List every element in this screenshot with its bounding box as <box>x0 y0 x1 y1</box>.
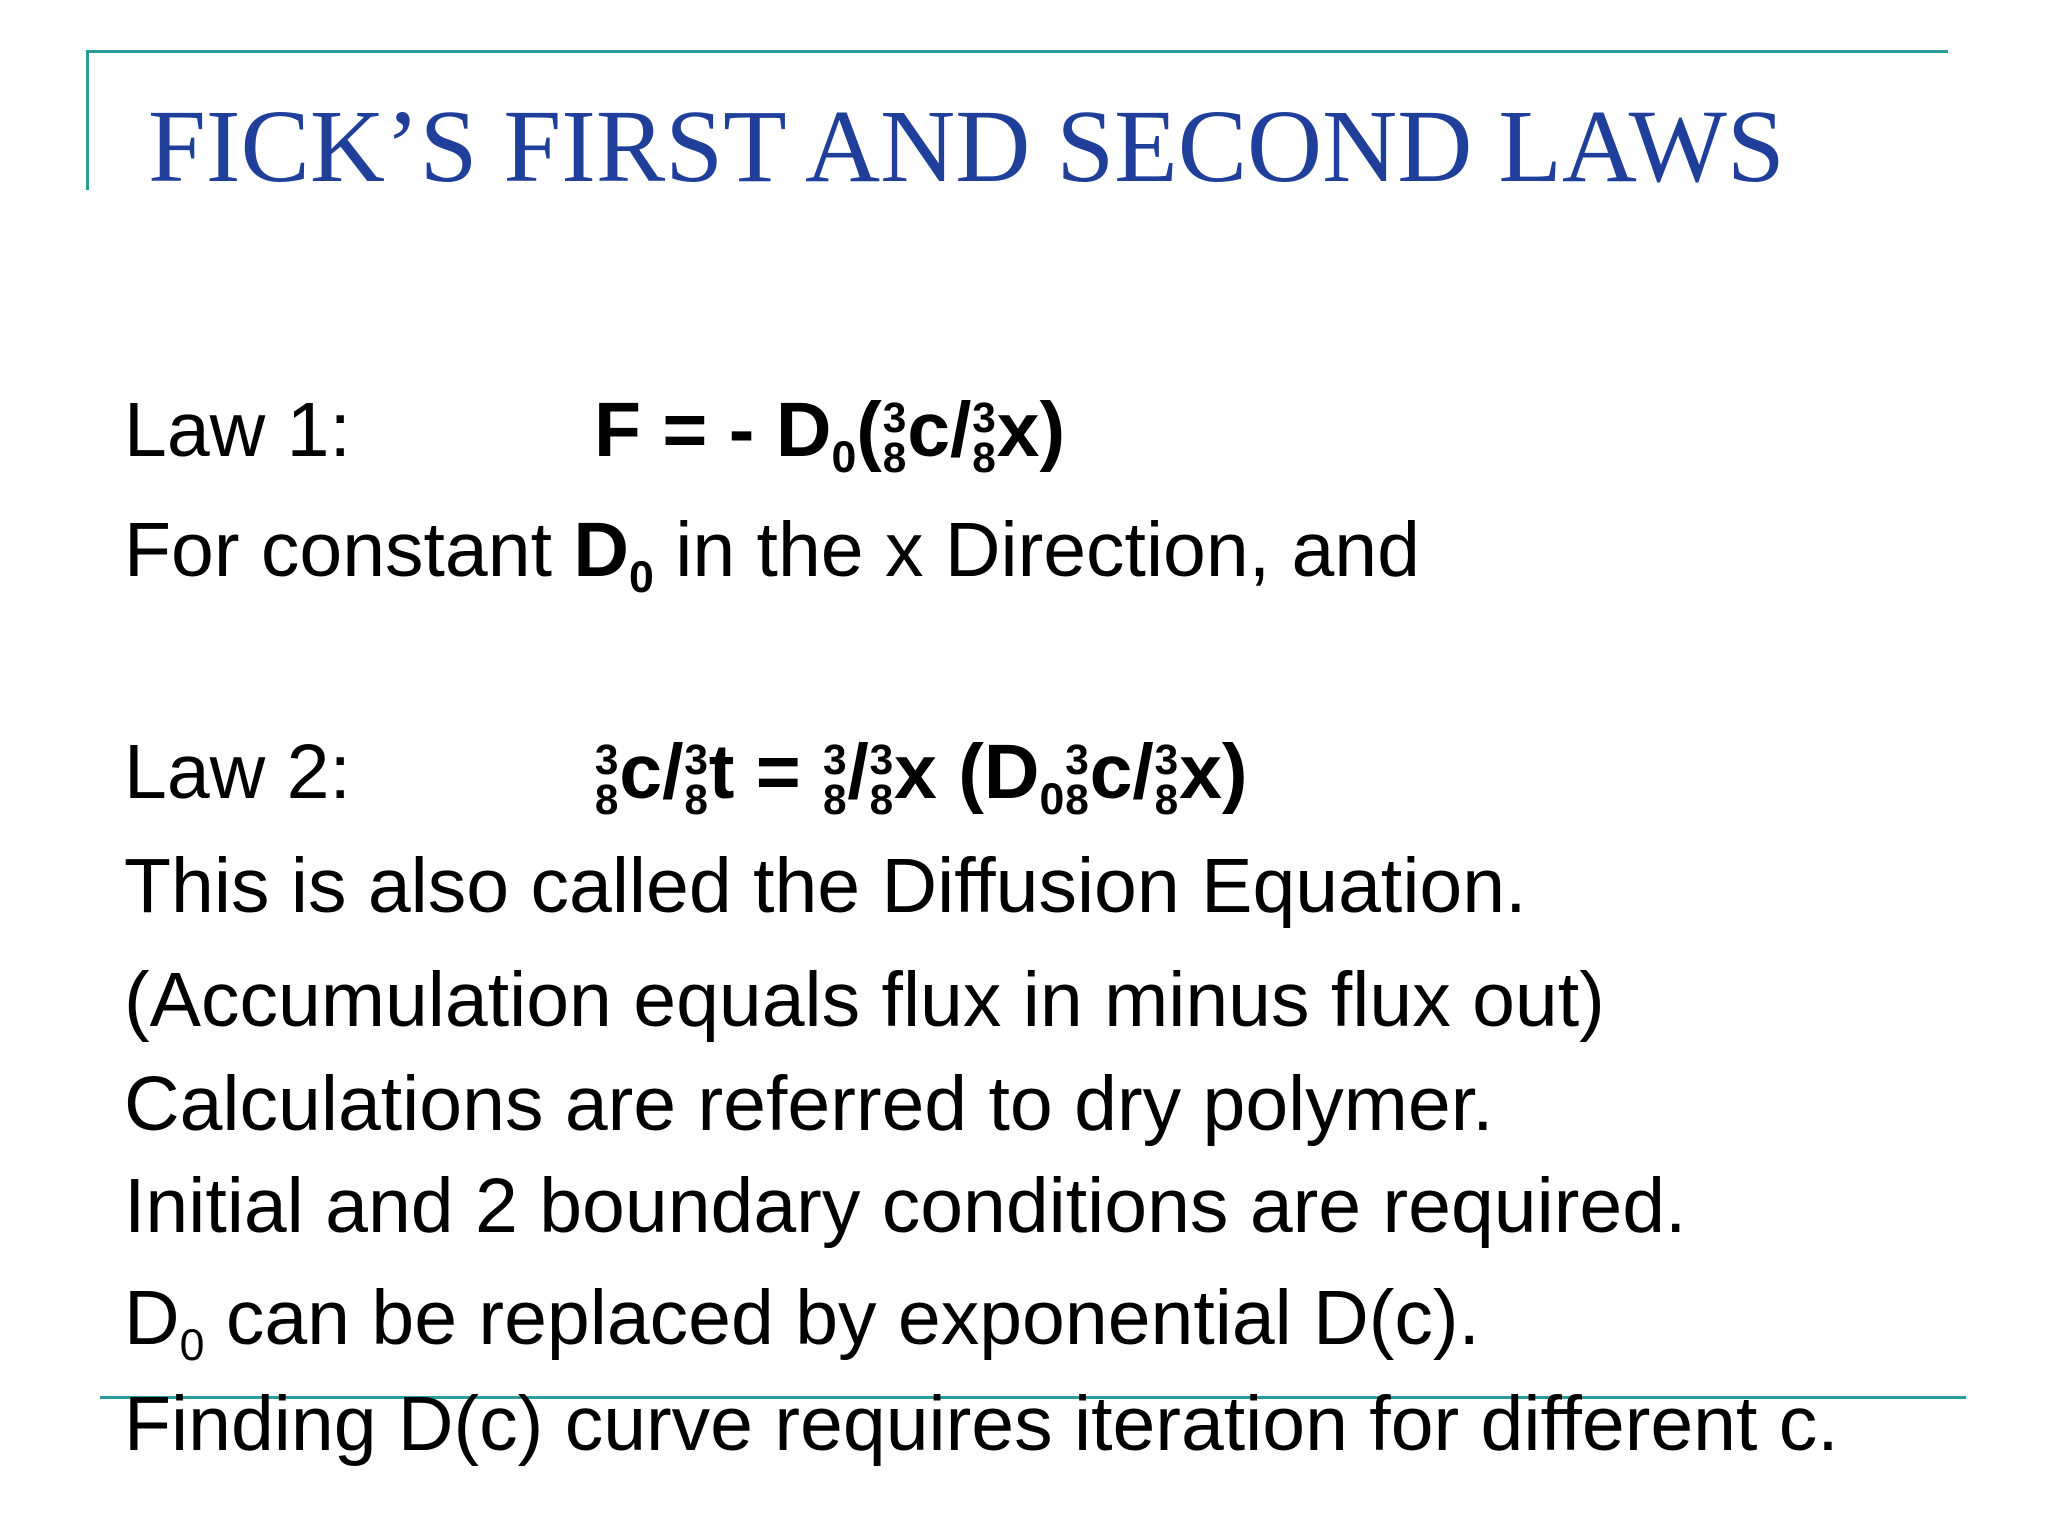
constant-d: D <box>573 507 629 593</box>
body-line-finding: Finding D(c) curve requires iteration for different c. <box>124 1381 1839 1467</box>
body-line-accumulation: (Accumulation equals flux in minus flux out) <box>124 957 1605 1043</box>
body-line-calculations: Calculations are referred to dry polymer. <box>124 1061 1494 1147</box>
law2-x-open: x (D <box>894 729 1040 815</box>
law2-t: t = <box>708 729 823 815</box>
law1-x: x) <box>996 387 1066 473</box>
law1-line <box>124 387 1066 482</box>
law1-sub: 0 <box>831 432 857 482</box>
law1-f: F = - D <box>594 387 832 473</box>
partial-symbol: 3 8 <box>869 735 894 824</box>
constant-after: in the x Direction, and <box>653 507 1420 593</box>
law2-line <box>124 729 1248 824</box>
law1-c: c/ <box>907 387 972 473</box>
partial-symbol: 3 8 <box>882 393 907 482</box>
partial-symbol: 3 8 <box>684 735 708 824</box>
left-rule <box>86 50 89 190</box>
law2-slash: / <box>847 729 869 815</box>
constant-d0-line <box>124 507 1420 602</box>
law2-label: Law 2: <box>124 729 351 815</box>
law2-sub: 0 <box>1039 774 1065 824</box>
body-line-diffusion: This is also called the Diffusion Equation. <box>124 843 1527 929</box>
partial-symbol: 3 8 <box>822 735 847 824</box>
top-rule <box>86 50 1948 53</box>
law2-c2: c/ <box>1089 729 1154 815</box>
partial-symbol: 3 8 <box>972 393 996 482</box>
law2-equation <box>594 729 1248 824</box>
partial-symbol: 3 8 <box>1154 735 1179 824</box>
body-line-conditions: Initial and 2 boundary conditions are required. <box>124 1163 1687 1249</box>
body-line-d0 <box>124 1275 1480 1370</box>
law1-open: ( <box>856 387 882 473</box>
d0-after: can be replaced by exponential D(c). <box>204 1275 1480 1361</box>
law2-x-close: x) <box>1179 729 1248 815</box>
constant-sub: 0 <box>628 552 654 602</box>
partial-symbol: 3 8 <box>1065 735 1089 824</box>
d0-d: D <box>124 1275 180 1361</box>
law2-c: c/ <box>619 729 684 815</box>
partial-symbol: 3 8 <box>594 735 619 824</box>
d0-sub: 0 <box>179 1320 205 1370</box>
law1-equation <box>594 387 1066 482</box>
constant-before: For constant <box>124 507 574 593</box>
slide-title: FICK’S FIRST AND SECOND LAWS <box>148 89 1785 204</box>
law1-label: Law 1: <box>124 387 351 473</box>
